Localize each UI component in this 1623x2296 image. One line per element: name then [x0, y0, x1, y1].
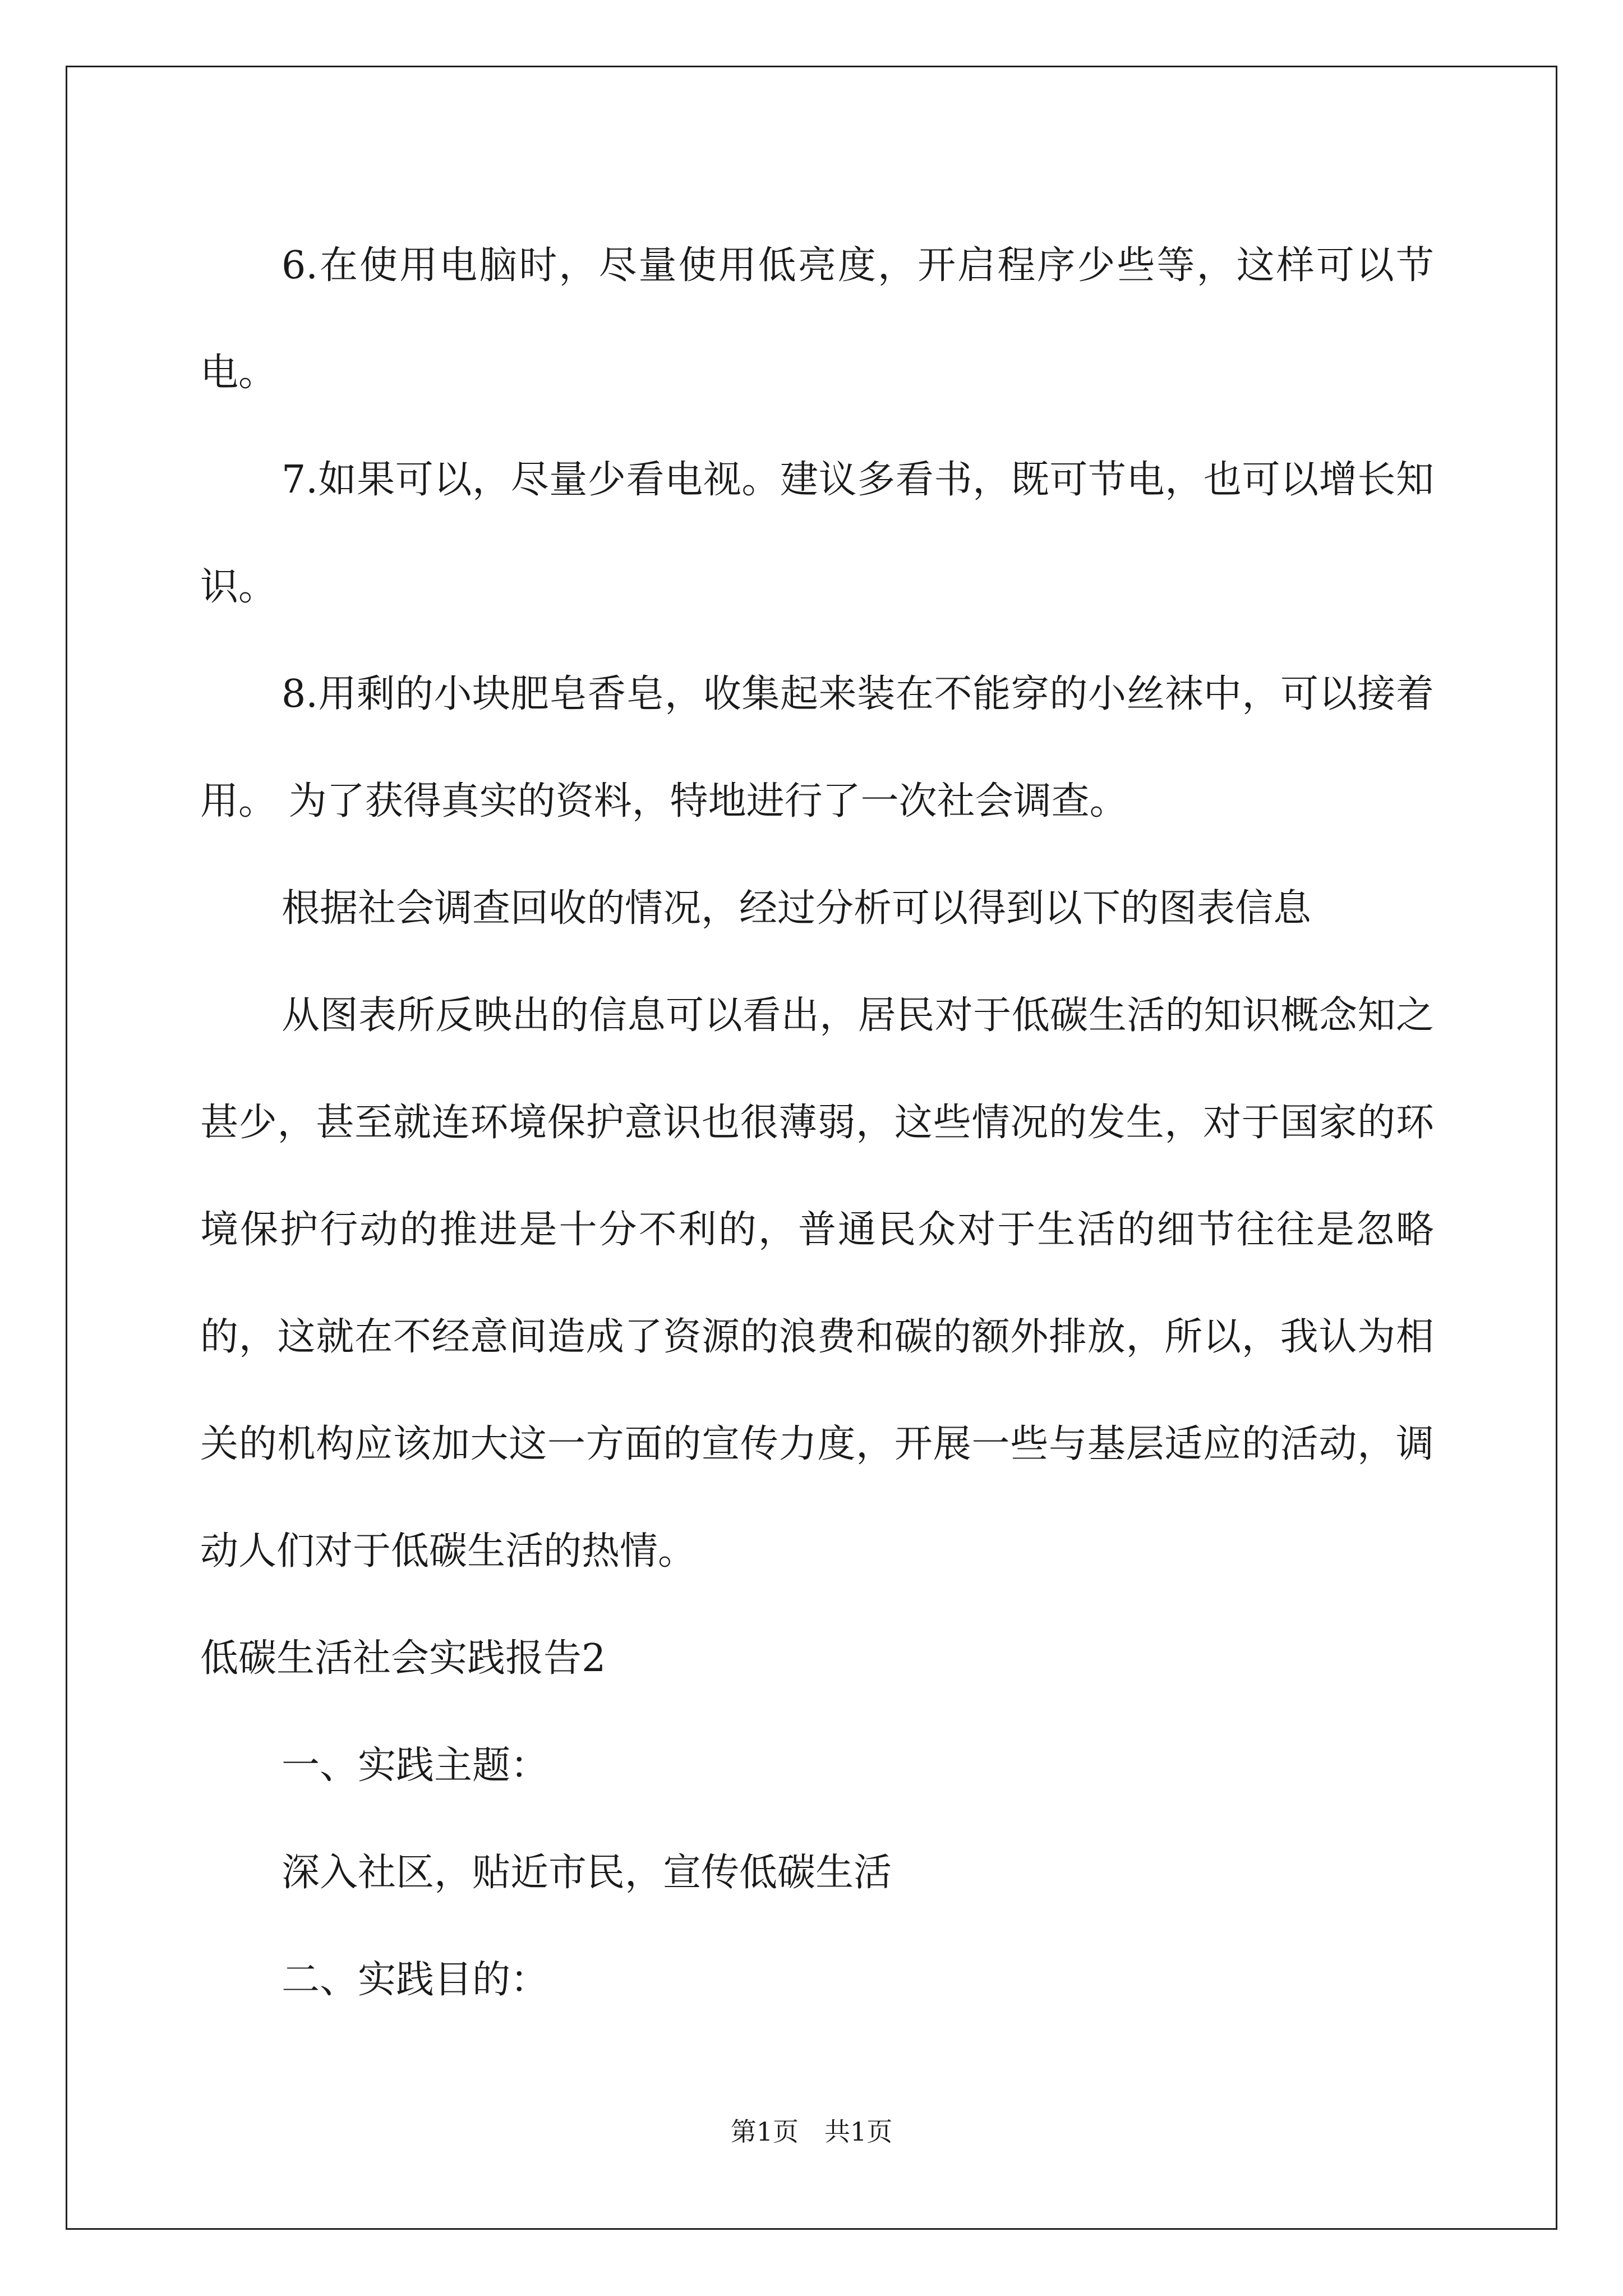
document-body — [200, 212, 1434, 2033]
section-heading-purpose: 二、实践目的： — [282, 1958, 549, 2002]
paragraph-analysis: 从图表所反映出的信息可以看出，居民对于低碳生活的知识概念知之甚少，甚至就连环境保护意识也很薄弱，这些情况的发生，对于国家的环境保护行动的推进是十分不利的，普通民众对于生活的细节往往是忽略的，这就在不经意间造成了资源的浪费和碳的额外排放，所以，我认为相关的机构应该加大这一方面的宣传力度，开展一些与基层适应的活动，调动人们对于低碳生活的热情。 — [200, 993, 1434, 1573]
paragraph-survey-result: 根据社会调查回收的情况，经过分析可以得到以下的图表信息 — [282, 886, 1312, 931]
paragraph-item-8: 8.用剩的小块肥皂香皂，收集起来装在不能穿的小丝袜中，可以接着用。 为了获得真实的资料，特地进行了一次社会调查。 — [200, 672, 1434, 823]
page-footer: 第1页 共1页 — [730, 2116, 893, 2147]
paragraph-item-7: 7.如果可以，尽量少看电视。建议多看书，既可节电，也可以增长知识。 — [200, 458, 1434, 609]
section-heading-theme: 一、实践主题： — [282, 1743, 549, 1788]
theme-text: 深入社区，贴近市民，宣传低碳生活 — [282, 1851, 892, 1895]
report-title: 低碳生活社会实践报告2 — [200, 1636, 606, 1681]
paragraph-item-6: 6.在使用电脑时，尽量使用低亮度，开启程序少些等，这样可以节电。 — [200, 243, 1434, 395]
